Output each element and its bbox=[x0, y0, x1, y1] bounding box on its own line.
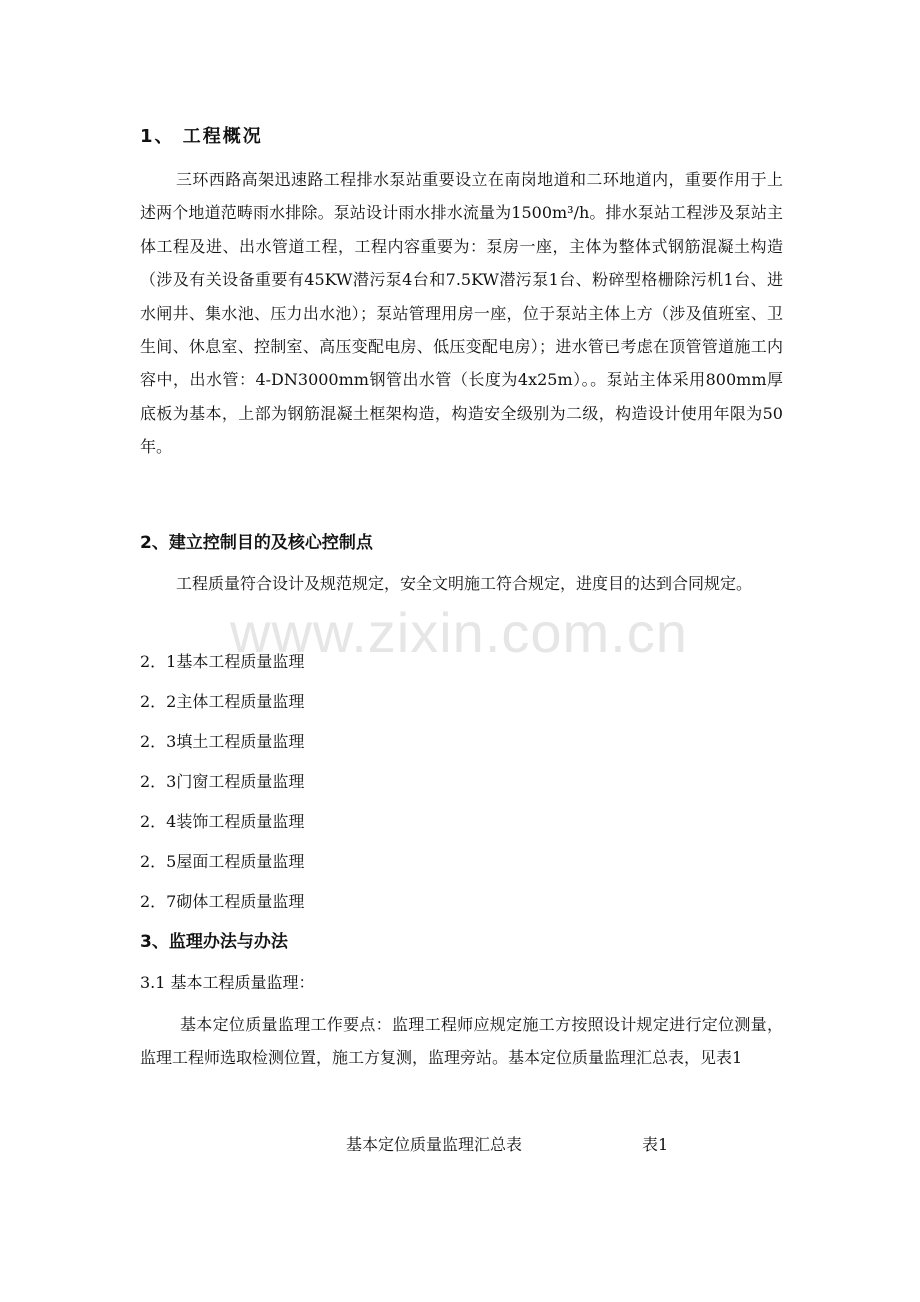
list-item: 2．3门窗工程质量监理 bbox=[140, 772, 305, 791]
list-item: 2．2主体工程质量监理 bbox=[140, 692, 305, 711]
section-3-subtitle: 3.1 基本工程质量监理： bbox=[140, 973, 315, 992]
section-3-title: 3、监理办法与办法 bbox=[140, 932, 288, 952]
list-item: 2．1基本工程质量监理 bbox=[140, 652, 305, 671]
section-2-title: 2、建立控制目的及核心控制点 bbox=[140, 533, 373, 553]
table-caption-title: 基本定位质量监理汇总表 bbox=[346, 1135, 523, 1154]
list-item: 2．5屋面工程质量监理 bbox=[140, 852, 305, 871]
list-item: 2．4装饰工程质量监理 bbox=[140, 812, 305, 831]
watermark: www.zixin.com.cn bbox=[230, 601, 688, 664]
list-item: 2．7砌体工程质量监理 bbox=[140, 892, 305, 911]
section-2-body: 工程质量符合设计及规范规定，安全文明施工符合规定，进度目的达到合同规定。 bbox=[176, 574, 753, 593]
table-caption-number: 表1 bbox=[642, 1135, 669, 1154]
section-3-body: 基本定位质量监理工作要点：监理工程师应规定施工方按照设计规定进行定位测量，监理工程师选取检测位置，施工方复测，监理旁站。基本定位质量监理汇总表，见表1 bbox=[140, 1015, 783, 1068]
list-item: 2．3填土工程质量监理 bbox=[140, 732, 305, 751]
section-1-title: 1、 工程概况 bbox=[140, 126, 263, 147]
section-1-body: 三环西路高架迅速路工程排水泵站重要设立在南岗地道和二环地道内，重要作用于上述两个地道范畴雨水排除。泵站设计雨水排水流量为1500m³/h。排水泵站工程涉及泵站主体工程及进、出水管道工程，工程内容重要为：泵房一座，主体为整体式钢筋混凝土构造（涉及有关设备重要有45KW潜污泵4台和7.5KW潜污泵1台、粉碎型格栅除污机1台、进水闸井、集水池、压力出水池）；泵站管理用房一座，位于泵站主体上方（涉及值班室、卫生间、休息室、控制室、高压变配电房、低压变配电房）；进水管已考虑在顶管管道施工内容中，出水管：4-DN3000mm钢管出水管（长度为4x25m）。。泵站主体采用800mm厚底板为基本，上部为钢筋混凝土框架构造，构造安全级别为二级，构造设计使用年限为50年。 bbox=[140, 170, 783, 457]
